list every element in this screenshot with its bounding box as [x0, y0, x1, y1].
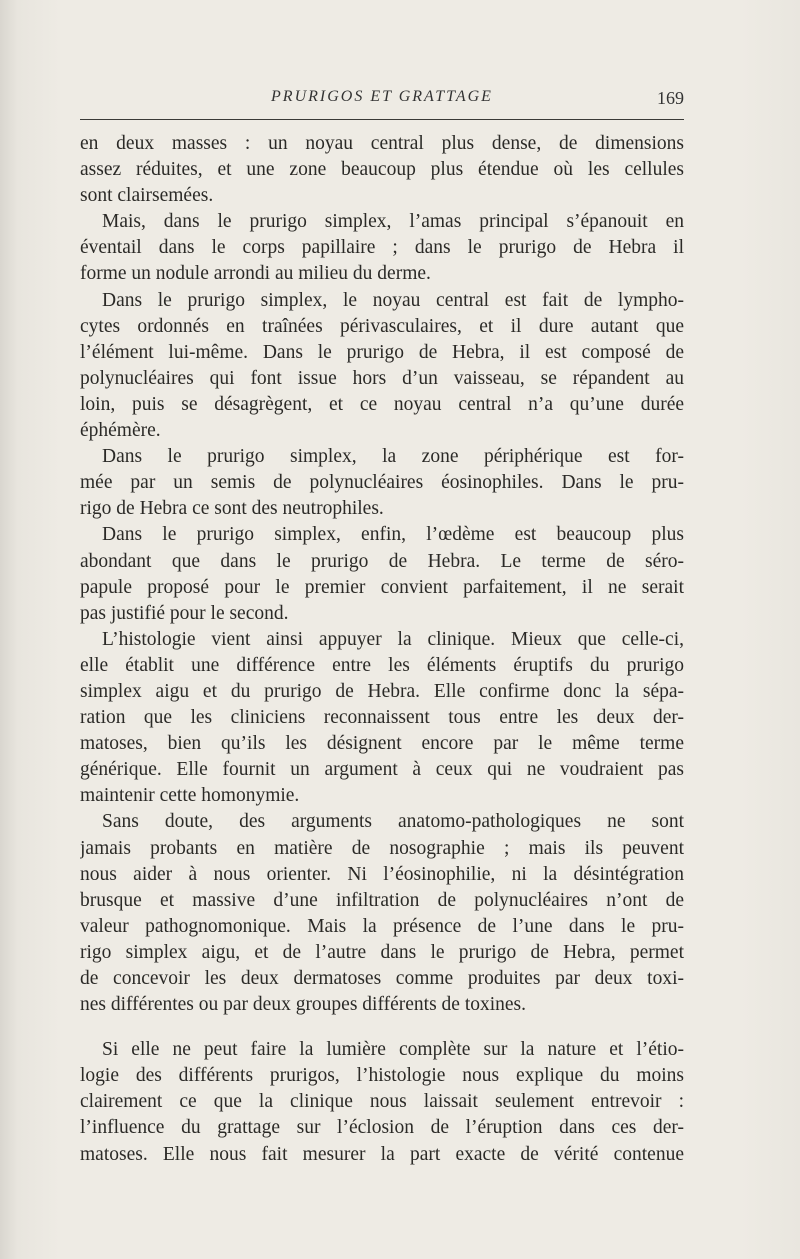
text-line: rigo simplex aigu, et de l’autre dans le prurigo de Hebra, permet: [80, 941, 684, 963]
text-line: elle établit une différence entre les éléments éruptifs du prurigo: [80, 654, 684, 676]
text-line: de concevoir les deux dermatoses comme produites par deux toxi-: [80, 968, 684, 989]
text-line: jamais probants en matière de nosographie ; mais ils peuvent: [80, 837, 684, 859]
text-line: loin, puis se désagrègent, et ce noyau central n’a qu’une durée: [80, 393, 684, 415]
text-line: éphémère.: [80, 420, 161, 442]
text-line: l’influence du grattage sur l’éclosion de l’éruption dans ces der-: [80, 1117, 684, 1139]
text-line: Dans le prurigo simplex, le noyau central est fait de lympho-: [102, 289, 684, 311]
text-line: assez réduites, et une zone beaucoup plus étendue où les cellules: [80, 159, 684, 181]
text-line: papule proposé pour le premier convient parfaitement, il ne serait: [80, 576, 684, 598]
text-line: sont clairsemées.: [80, 185, 214, 207]
text-line: L’histologie vient ainsi appuyer la clinique. Mieux que celle-ci,: [102, 628, 684, 650]
text-line: éventail dans le corps papillaire ; dans le prurigo de Hebra il: [80, 237, 684, 259]
text-line: pas justifié pour le second.: [80, 602, 289, 624]
text-line: forme un nodule arrondi au milieu du derme.: [80, 263, 431, 285]
text-line: rigo de Hebra ce sont des neutrophiles.: [80, 498, 384, 520]
text-line: brusque et massive d’une infiltration de polynucléaires n’ont de: [80, 889, 684, 911]
text-line: nes différentes ou par deux groupes différents de toxines.: [80, 994, 527, 1016]
text-line: Si elle ne peut faire la lumière complète sur la nature et l’étio-: [102, 1039, 684, 1061]
text-line: maintenir cette homonymie.: [80, 785, 300, 807]
text-line: Dans le prurigo simplex, la zone périphérique est for-: [102, 446, 684, 468]
text-line: Dans le prurigo simplex, enfin, l’œdème est beaucoup plus: [102, 524, 684, 546]
text-line: matoses. Elle nous fait mesurer la part exacte de vérité contenue: [80, 1143, 684, 1165]
text-line: en deux masses : un noyau central plus dense, de dimensions: [80, 133, 684, 154]
text-line: logie des différents prurigos, l’histologie nous explique du moins: [80, 1065, 684, 1087]
paragraph-gap: [80, 1018, 684, 1037]
body-text: [80, 131, 684, 1168]
header-rule: [80, 119, 684, 120]
text-line: Sans doute, des arguments anatomo-pathologiques ne sont: [102, 811, 684, 833]
running-title: PRURIGOS ET GRATTAGE: [271, 88, 493, 105]
text-line: Mais, dans le prurigo simplex, l’amas principal s’épanouit en: [102, 211, 684, 233]
text-line: ration que les cliniciens reconnaissent tous entre les deux der-: [80, 707, 684, 729]
text-line: simplex aigu et du prurigo de Hebra. Elle confirme donc la sépa-: [80, 680, 684, 702]
text-line: matoses, bien qu’ils les désignent encore par le même terme: [80, 733, 684, 755]
text-line: mée par un semis de polynucléaires éosinophiles. Dans le pru-: [80, 472, 684, 494]
text-line: valeur pathognomonique. Mais la présence de l’une dans le pru-: [80, 915, 684, 937]
text-line: cytes ordonnés en traînées périvasculaires, et il dure autant que: [80, 315, 684, 337]
page-number: 169: [657, 88, 684, 108]
text-line: abondant que dans le prurigo de Hebra. Le terme de séro-: [80, 550, 684, 572]
text-line: l’élément lui-même. Dans le prurigo de Hebra, il est composé de: [80, 341, 684, 363]
text-line: générique. Elle fournit un argument à ceux qui ne voudraient pas: [80, 759, 684, 781]
running-head: [80, 88, 684, 116]
text-line: clairement ce que la clinique nous laissait seulement entrevoir :: [80, 1091, 684, 1113]
text-line: polynucléaires qui font issue hors d’un vaisseau, se répandent au: [80, 367, 684, 389]
text-line: nous aider à nous orienter. Ni l’éosinophilie, ni la désintégration: [80, 863, 684, 885]
